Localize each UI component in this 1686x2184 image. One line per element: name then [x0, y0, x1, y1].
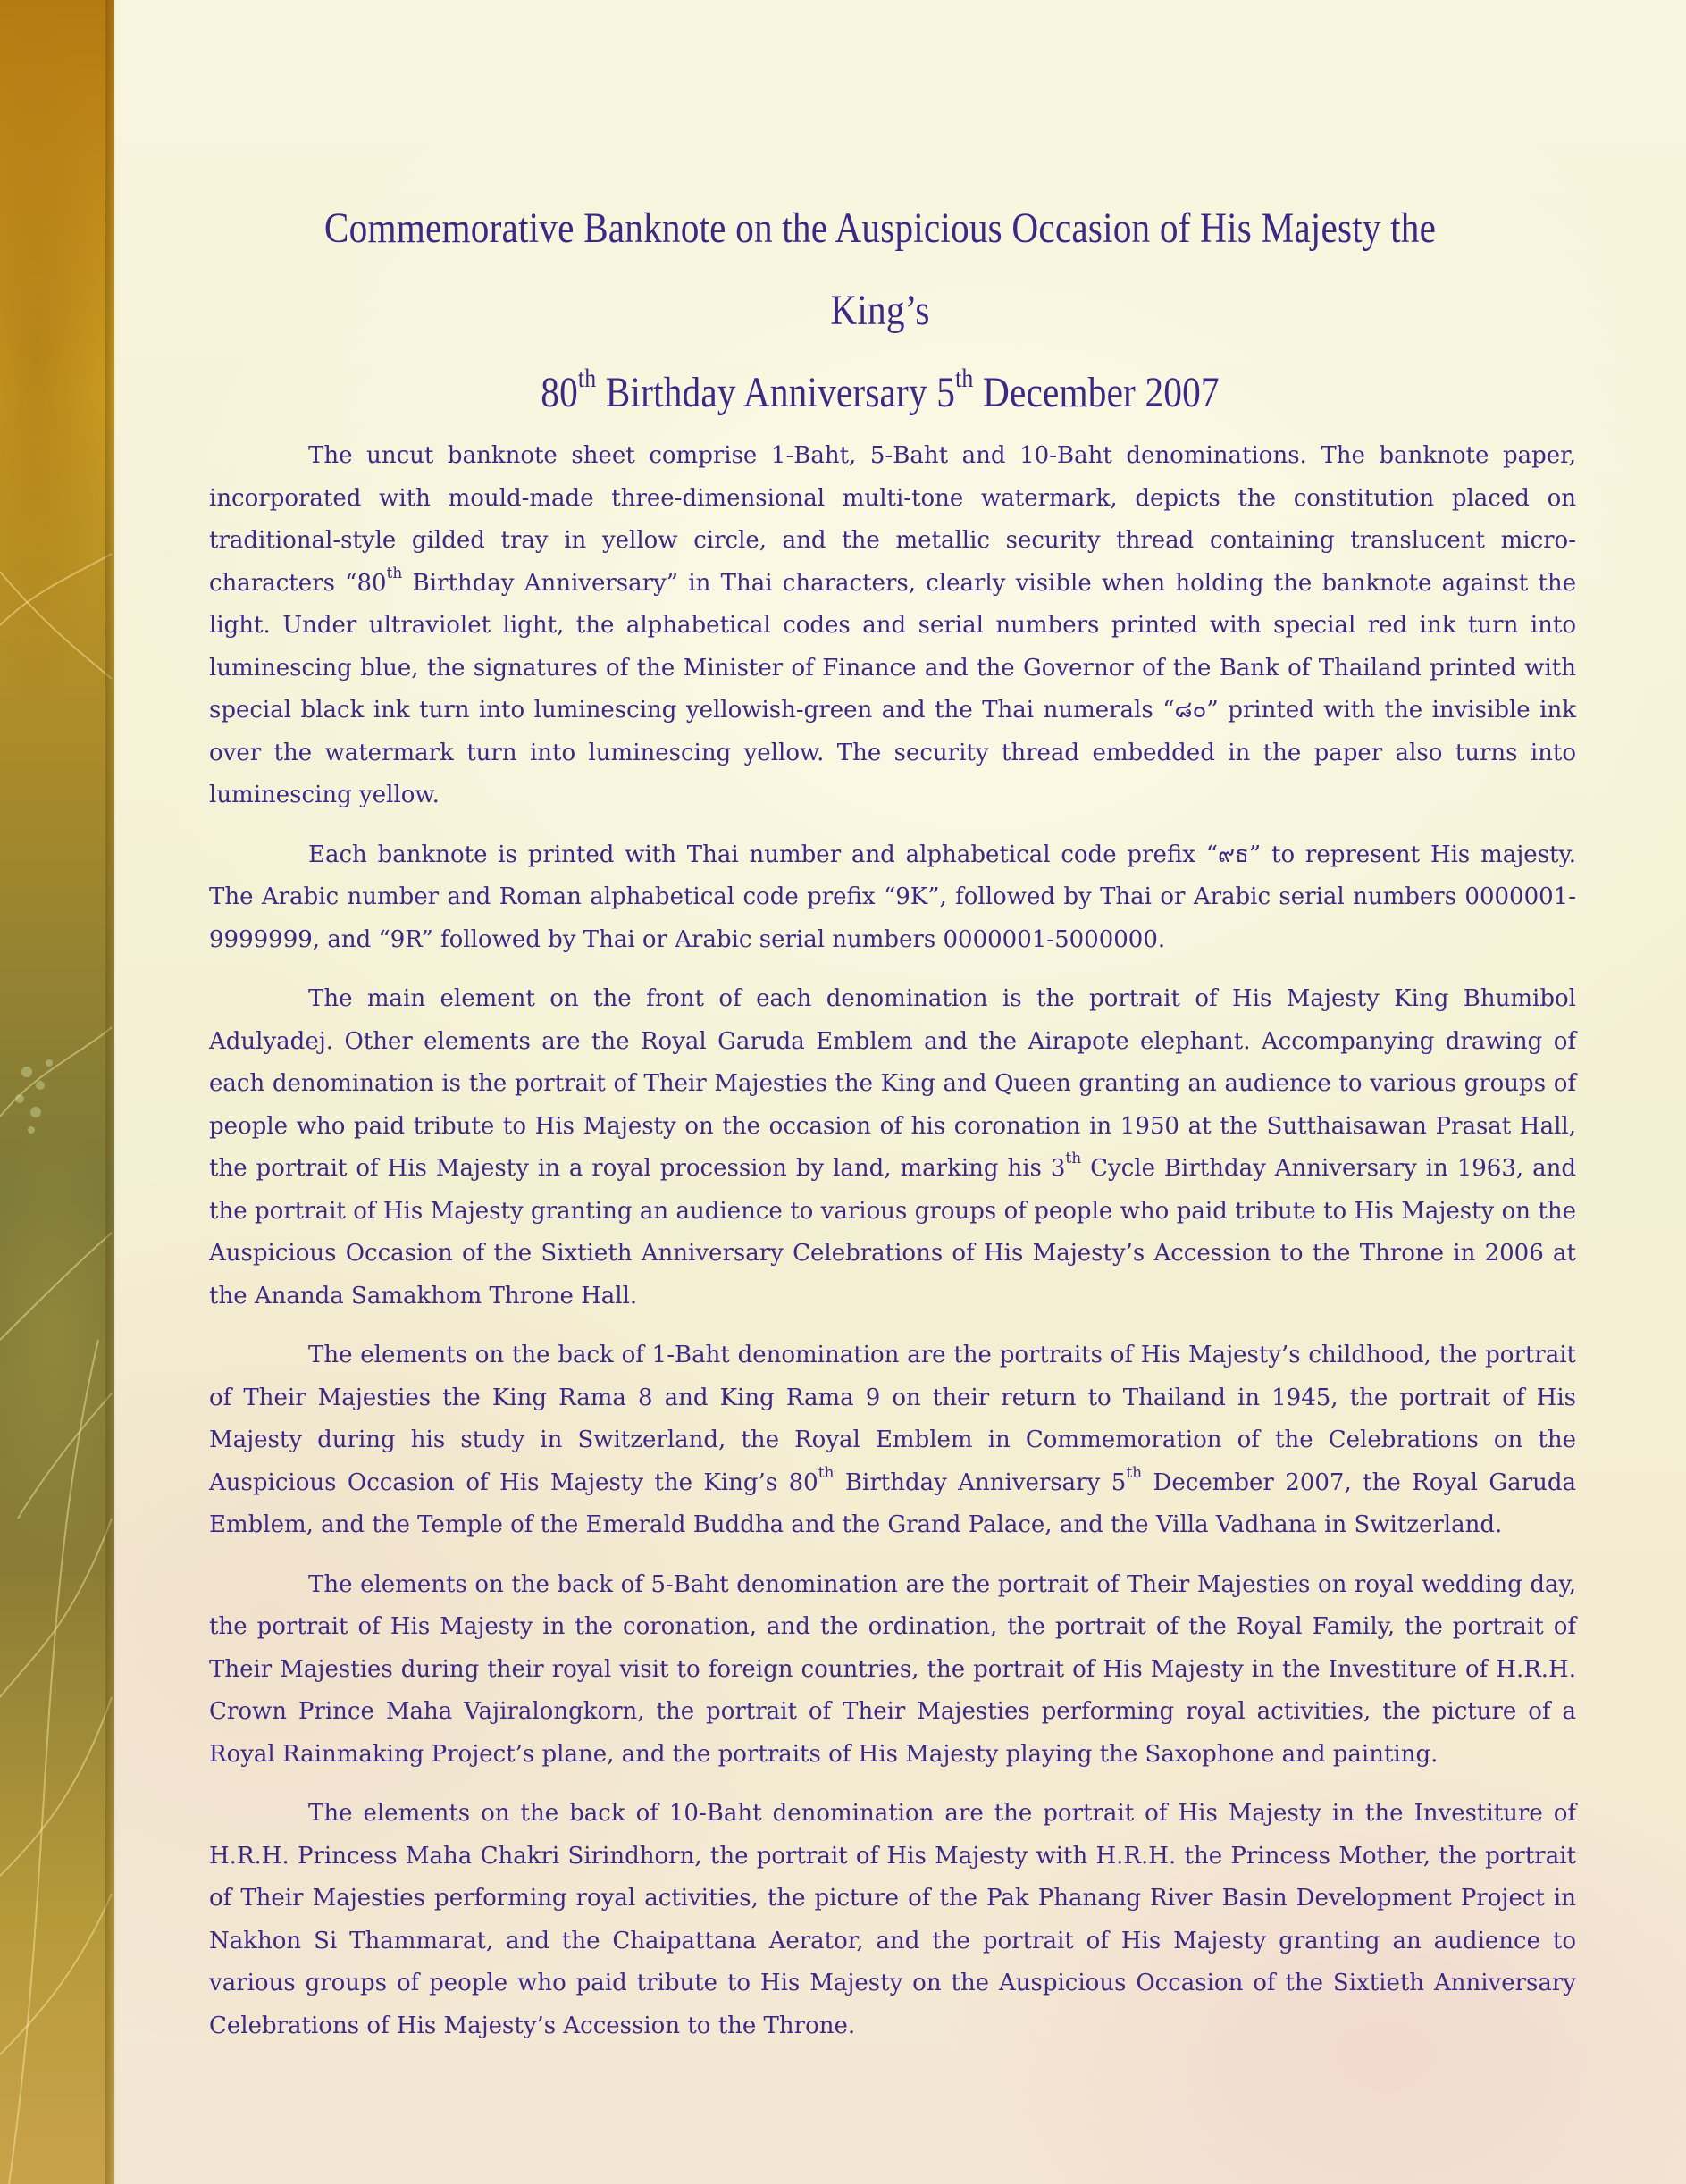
paragraph-1-baht-back: The elements on the back of 1-Baht denomination are the portraits of His Majesty’s childhood, the portrait of Their Majesties the King Rama 8 and King Rama 9 on their return to Thailand in 1945, the portrait of His Majesty during his study in Switzerland, the Royal Emblem in Commemoration of the Celebrations on the Auspicious Occasion of His Majesty the King’s 80th Birthday Anniversary 5th December 2007, the Royal Garuda Emblem, and the Temple of the Emerald Buddha and the Grand Palace, and the Villa Vadhana in Switzerland.: [209, 1342, 1577, 1538]
title-line-2: 80th Birthday Anniversary 5th December 2007: [541, 364, 1220, 416]
body-text: [209, 435, 1576, 2064]
title-line-1: Commemorative Banknote on the Auspicious Occasion of His Majesty the King’s: [323, 205, 1437, 334]
spine-shadow: [105, 0, 116, 2184]
page-title: [292, 188, 1468, 434]
paragraph-10-baht-back: The elements on the back of 10-Baht denomination are the portrait of His Majesty in the Investiture of H.R.H. Princess Maha Chakri Sirindhorn, the portrait of His Majesty with H.R.H. the Princess Mother, the portrait of Their Majesties performing royal activities, the picture of the Pak Phanang River Basin Development Project in Nakhon Si Thammarat, and the Chaipattana Aerator, and the portrait of His Majesty granting an audience to various groups of people who paid tribute to His Majesty on the Auspicious Occasion of the Sixtieth Anniversary Celebrations of His Majesty’s Accession to the Throne.: [209, 1800, 1576, 2039]
paragraph-5-baht-back: The elements on the back of 5-Baht denomination are the portrait of Their Majesties on royal wedding day, the portrait of His Majesty in the coronation, and the ordination, the portrait of the Royal Family, the portrait of Their Majesties during their royal visit to foreign countries, the portrait of His Majesty in the Investiture of H.R.H. Crown Prince Maha Vajiralongkorn, the portrait of Their Majesties performing royal activities, the picture of a Royal Rainmaking Project’s plane, and the portraits of His Majesty playing the Saxophone and painting.: [209, 1570, 1576, 1768]
paragraph-watermark-security: The uncut banknote sheet comprise 1-Baht, 5-Baht and 10-Baht denominations. The banknote paper, incorporated with mould-made three-dimensional multi-tone watermark, depicts the constitution placed on traditional-style gilded tray in yellow circle, and the metallic security thread containing translucent micro-characters “80th Birthday Anniversary” in Thai characters, clearly visible when holding the banknote against the light. Under ultraviolet light, the alphabetical codes and serial numbers printed with special red ink turn into luminescing blue, the signatures of the Minister of Finance and the Governor of the Bank of Thailand printed with special black ink turn into luminescing yellowish-green and the Thai numerals “๘๐” printed with the invisible ink over the watermark turn into luminescing yellow. The security thread embedded in the paper also turns into luminescing yellow.: [209, 442, 1576, 808]
book-spine: [0, 0, 114, 2184]
paragraph-front-elements: The main element on the front of each denomination is the portrait of His Majesty King Bhumibol Adulyadej. Other elements are the Royal Garuda Emblem and the Airapote elephant. Accompanying drawing of each denomination is the portrait of Their Majesties the King and Queen granting an audience to various groups of people who paid tribute to His Majesty on the occasion of his coronation in 1950 at the Sutthaisawan Prasat Hall, the portrait of His Majesty in a royal procession by land, marking his 3th Cycle Birthday Anniversary in 1963, and the portrait of His Majesty granting an audience to various groups of people who paid tribute to His Majesty on the Auspicious Occasion of the Sixtieth Anniversary Celebrations of His Majesty’s Accession to the Throne in 2006 at the Ananda Samakhom Throne Hall.: [209, 985, 1576, 1310]
paragraph-serial-numbers: Each banknote is printed with Thai number and alphabetical code prefix “๙ธ” to represent His majesty. The Arabic number and Roman alphabetical code prefix “9K”, followed by Thai or Arabic serial numbers 0000001-9999999, and “9R” followed by Thai or Arabic serial numbers 0000001-5000000.: [209, 841, 1576, 953]
leaf-pattern-decoration: [0, 0, 114, 2184]
